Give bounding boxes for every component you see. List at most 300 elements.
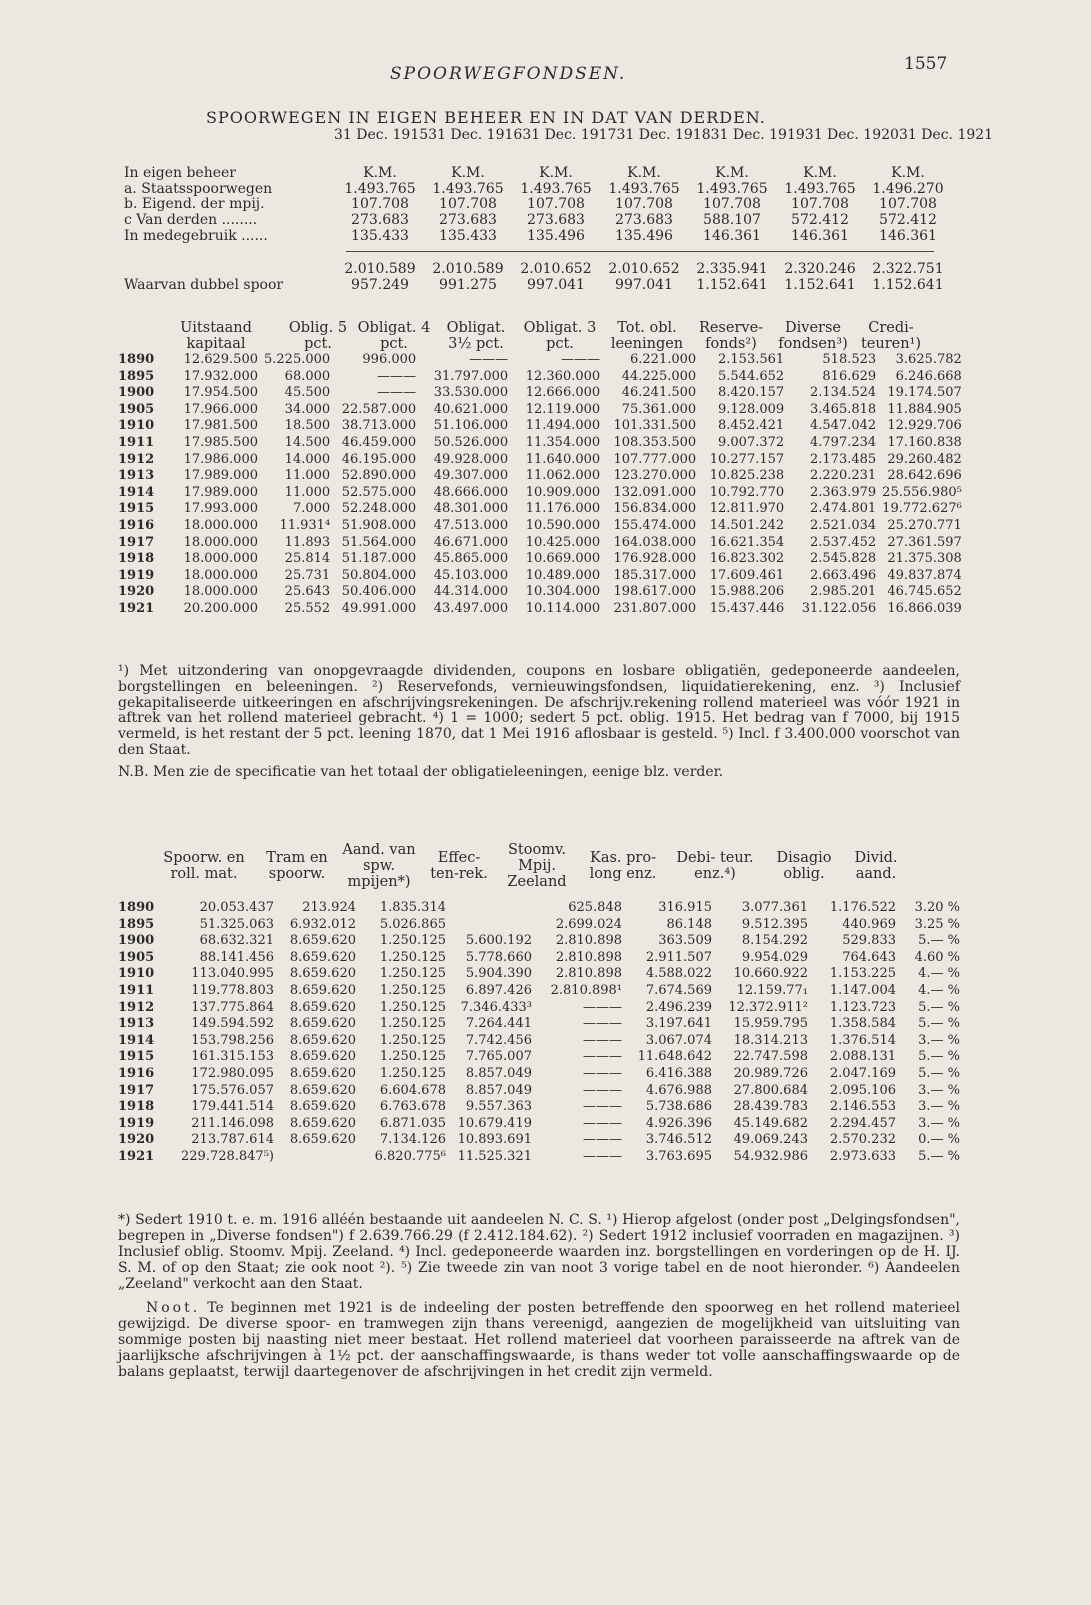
table-cell: 213.924	[302, 900, 356, 915]
table-cell: 2.570.232	[829, 1132, 896, 1148]
table-cell: 1.152.641	[784, 276, 856, 293]
table-cell: 3.197.641	[645, 1016, 712, 1032]
table-cell: 2.088.131	[829, 1049, 896, 1065]
table-cell: 10.304.000	[525, 584, 601, 600]
table-row	[118, 1066, 966, 1083]
table-cell: ———	[583, 1148, 622, 1164]
table-cell: b. Eigend. der mpij.	[124, 196, 265, 213]
table-cell: 231.807.000	[613, 600, 697, 616]
table-cell: 43.497.000	[433, 600, 509, 616]
table-cell: 518.523	[822, 352, 877, 367]
col-header: Spoorw. en roll. mat.	[163, 850, 245, 882]
sum-rule	[346, 251, 934, 252]
table-row	[118, 584, 968, 601]
noot-label: Noot.	[146, 1300, 201, 1316]
col-header: 31 Dec. 1920	[804, 127, 899, 143]
table-cell: 7.264.441	[465, 1016, 532, 1032]
table-row	[118, 1000, 966, 1017]
col-header: 31 Dec. 1917	[522, 127, 617, 143]
table-cell: 1913	[118, 1016, 155, 1032]
table-cell: 135.496	[527, 227, 585, 244]
table-cell: 107.708	[527, 196, 585, 213]
table-cell: 164.038.000	[613, 534, 697, 550]
table-cell: 107.708	[615, 196, 673, 213]
table-cell: 1895	[118, 916, 155, 932]
table-cell: 34.000	[284, 401, 331, 417]
table-cell: 273.683	[527, 212, 585, 229]
table-cell: 8.659.620	[289, 1115, 356, 1131]
table-cell: 113.040.995	[191, 966, 274, 982]
table-cell: 8.659.620	[289, 982, 356, 998]
table-cell: 135.433	[439, 227, 497, 244]
table-cell: 1.176.522	[829, 900, 896, 915]
table-cell: 1919	[118, 1115, 155, 1131]
table-cell: K.M.	[627, 165, 661, 181]
table-cell: 363.509	[658, 933, 712, 949]
table-cell: 10.660.922	[733, 966, 808, 982]
table-cell: 2.810.898¹	[550, 982, 622, 998]
table-cell: 50.406.000	[341, 584, 417, 600]
table-cell: 25.556.980⁵	[882, 484, 962, 500]
table-cell: 21.375.308	[887, 551, 962, 567]
table-cell: 8.659.620	[289, 1032, 356, 1048]
table-cell: 45.865.000	[433, 551, 509, 567]
table-cell: 6.246.668	[895, 368, 962, 384]
running-head: SPOORWEGFONDSEN.	[390, 64, 627, 84]
table-cell: c Van derden ........	[124, 212, 258, 229]
table-cell: ———	[583, 1082, 622, 1098]
table-cell: 10.590.000	[525, 517, 601, 533]
table-cell: 48.301.000	[433, 501, 509, 517]
table-cell: 179.441.514	[191, 1099, 274, 1115]
table-cell: 16.621.354	[709, 534, 785, 550]
table-cell: 49.991.000	[341, 600, 417, 616]
table-cell: 6.763.678	[379, 1099, 446, 1115]
table-cell: 1914	[118, 484, 155, 500]
notes2-block	[118, 1212, 960, 1380]
table-cell: 46.459.000	[341, 434, 417, 450]
table-cell: 8.659.620	[289, 1082, 356, 1098]
table-cell: 8.154.292	[741, 933, 808, 949]
table-cell: 185.317.000	[613, 567, 697, 583]
table-cell: 1913	[118, 468, 155, 484]
table-cell: 16.866.039	[887, 600, 962, 616]
table-row	[118, 402, 968, 419]
table-cell: 1900	[118, 933, 155, 949]
table-cell: ———	[583, 1065, 622, 1081]
table-cell: In medegebruik ......	[124, 227, 268, 244]
table-cell: 1.250.125	[379, 999, 446, 1015]
table-cell: 31.797.000	[433, 368, 509, 384]
table-cell: 18.000.000	[183, 534, 258, 550]
table-cell: 135.433	[351, 227, 409, 244]
table-cell: 4.926.396	[645, 1115, 712, 1131]
col-header: Tram en spoorw.	[266, 850, 328, 882]
nb-note: N.B. Men zie de specificatie van het totaal der obligatieleeningen, eenige blz. verder.	[118, 763, 724, 780]
table-cell: 9.557.363	[465, 1099, 532, 1115]
table-cell: 3.746.512	[645, 1132, 712, 1148]
table-cell: 1918	[118, 551, 155, 567]
table-cell: 86.148	[666, 916, 712, 932]
table-cell: 17.985.500	[183, 434, 258, 450]
table-cell: 17.989.000	[183, 484, 258, 500]
table-cell: 25.643	[284, 584, 331, 600]
table-cell: 3.20 %	[914, 900, 960, 915]
table-row	[118, 551, 968, 568]
table-cell: 997.041	[527, 276, 585, 293]
table-cell: 816.629	[822, 368, 877, 384]
table-cell: 273.683	[615, 212, 673, 229]
table-cell: 9.007.372	[718, 434, 785, 450]
table-cell: 764.643	[842, 949, 896, 965]
table-row	[124, 166, 950, 182]
table-cell: 5.778.660	[465, 949, 532, 965]
table-header-row	[124, 128, 993, 144]
col-header: Aand. van spw. mpijen*)	[342, 842, 416, 890]
table-cell: 11.648.642	[637, 1049, 712, 1065]
col-header: 31 Dec. 1921	[898, 127, 994, 143]
table-cell: ———	[377, 368, 417, 384]
table-cell: 1.250.125	[379, 1065, 446, 1081]
col-header: Uitstaand kapitaal	[180, 320, 252, 352]
table-cell: K.M.	[451, 165, 485, 181]
noot-paragraph	[118, 1300, 960, 1380]
table-cell: 9.512.395	[741, 916, 808, 932]
table-cell: 4.60 %	[914, 949, 960, 965]
table-cell: 68.000	[284, 368, 331, 384]
table-cell: 7.134.126	[379, 1132, 446, 1148]
table-cell: 11.062.000	[525, 468, 601, 484]
table-cell: 6.221.000	[630, 352, 697, 367]
table-row	[118, 601, 968, 618]
table-cell: 11.884.905	[887, 401, 962, 417]
table-row	[118, 1149, 966, 1166]
table-cell: 1.250.125	[379, 933, 446, 949]
table-cell: 273.683	[439, 212, 497, 229]
table-cell: 2.985.201	[810, 584, 877, 600]
table-cell: 10.425.000	[525, 534, 601, 550]
table-cell: 2.973.633	[829, 1148, 896, 1164]
table-cell: 88.141.456	[199, 949, 274, 965]
table-cell: 153.798.256	[191, 1032, 274, 1048]
table-cell: 25.814	[284, 551, 331, 567]
table-cell: 3.067.074	[645, 1032, 712, 1048]
table-cell: 2.663.496	[810, 567, 877, 583]
table-cell: 8.659.620	[289, 1049, 356, 1065]
table-cell: 2.699.024	[555, 916, 622, 932]
table-cell: 440.969	[842, 916, 896, 932]
table-cell: 1.250.125	[379, 1032, 446, 1048]
table-cell: 49.928.000	[433, 451, 509, 467]
table-row	[124, 229, 950, 245]
table-row	[118, 435, 968, 452]
table-row	[118, 1049, 966, 1066]
table-cell: 10.114.000	[525, 600, 601, 616]
finance-table	[118, 352, 968, 618]
table-cell: 211.146.098	[191, 1115, 274, 1131]
table-row	[118, 1132, 966, 1149]
table-cell: 5.600.192	[465, 933, 532, 949]
table-cell: 107.708	[351, 196, 409, 213]
table-cell: 119.778.803	[191, 982, 274, 998]
table-row	[118, 917, 966, 934]
col-header: Obligat. 4 pct.	[357, 320, 431, 352]
table-cell: 51.564.000	[341, 534, 417, 550]
table-cell: 5.— %	[918, 1049, 960, 1065]
table-cell: 12.629.500	[183, 352, 258, 367]
table-cell: ———	[583, 1099, 622, 1115]
col-header: Stoomv. Mpij. Zeeland	[507, 842, 567, 890]
table-cell: 155.474.000	[613, 517, 697, 533]
table-cell: 10.489.000	[525, 567, 601, 583]
table-cell: 10.669.000	[525, 551, 601, 567]
table-cell: 107.708	[439, 196, 497, 213]
table-cell: 1915	[118, 1049, 155, 1065]
assets-table	[118, 900, 966, 1166]
table-cell: 5.— %	[918, 1065, 960, 1081]
table-cell: 44.225.000	[621, 368, 697, 384]
table-cell: 4.— %	[918, 982, 960, 998]
table-row	[118, 568, 968, 585]
col-header: 31 Dec. 1919	[710, 127, 805, 143]
table-cell: 2.173.485	[810, 451, 877, 467]
table-cell: 5.— %	[918, 1148, 960, 1164]
table-cell: 10.277.157	[709, 451, 785, 467]
table-cell: 2.220.231	[810, 468, 877, 484]
table-cell: 1916	[118, 1065, 155, 1081]
table-cell: 5.904.390	[465, 966, 532, 982]
table-cell: ———	[583, 1132, 622, 1148]
table-cell: 1.358.584	[829, 1016, 896, 1032]
noot-text: Te beginnen met 1921 is de indeeling der posten betreffende den spoorweg en het rollend materieel gewijzigd. De diverse spoor- en tramwegen zijn thans vereenigd, aangezien de mogelijkheid van uitsluiting van sommige posten bij naasting niet meer bestaat. Het rollend materieel dat voorheen paraisseerde na aftrek van de jaarlijksche afschrijvingen à 1½ pct. der aanschaffingswaarde, is thans weder tot volle aanschaffingswaarde op de balans geplaatst, terwijl daartegenover de afschrijvingen in het credit zijn vermeld.	[118, 1300, 961, 1380]
table-cell: 18.500	[284, 418, 331, 434]
table-cell: 5.225.000	[264, 352, 331, 367]
railway-length-totals	[124, 262, 950, 293]
table-cell: 172.980.095	[191, 1065, 274, 1081]
table-row	[118, 535, 968, 552]
table-cell: 1.147.004	[829, 982, 896, 998]
col-header: 31 Dec. 1916	[428, 127, 523, 143]
table-cell: 149.594.592	[191, 1016, 274, 1032]
table-cell: 132.091.000	[613, 484, 697, 500]
table-cell: 1921	[118, 1148, 155, 1164]
page-number: 1557	[904, 54, 948, 74]
table-cell: 2.521.034	[810, 517, 877, 533]
table-row	[118, 1033, 966, 1050]
table-cell: 107.708	[879, 196, 937, 213]
table-cell: 14.500	[284, 434, 331, 450]
table-cell: ———	[469, 352, 509, 367]
table-cell: 0.— %	[918, 1132, 960, 1148]
table-cell: 8.659.620	[289, 949, 356, 965]
table-cell: 4.797.234	[810, 434, 877, 450]
table-cell: 2.047.169	[829, 1065, 896, 1081]
table-cell: 8.659.620	[289, 933, 356, 949]
table-row	[118, 485, 968, 502]
table-cell: 40.621.000	[433, 401, 509, 417]
table-cell: 11.525.321	[457, 1148, 532, 1164]
table-cell: 997.041	[615, 276, 673, 293]
table-cell: 3.— %	[918, 1099, 960, 1115]
table-cell: 17.932.000	[183, 368, 258, 384]
table-cell: 1920	[118, 1132, 155, 1148]
table-cell: 18.000.000	[183, 517, 258, 533]
finance-table-header	[150, 320, 926, 352]
table-cell: ———	[583, 999, 622, 1015]
table-cell: 19.174.507	[887, 385, 962, 401]
table-cell: 11.000	[284, 468, 331, 484]
table-cell: 1.493.765	[344, 180, 416, 197]
table-cell: 8.857.049	[465, 1065, 532, 1081]
col-header: Disagio oblig.	[776, 850, 832, 882]
col-header: 31 Dec. 1915	[334, 127, 429, 143]
table-row	[118, 950, 966, 967]
table-cell: 146.361	[791, 227, 849, 244]
table-cell: 5.— %	[918, 1016, 960, 1032]
table-row	[118, 933, 966, 950]
table-cell: 17.609.461	[709, 567, 785, 583]
table-cell: 12.929.706	[887, 418, 962, 434]
table-cell: 1.250.125	[379, 949, 446, 965]
table-cell: 50.804.000	[341, 567, 417, 583]
table-cell: 15.959.795	[733, 1016, 808, 1032]
table-cell: 8.857.049	[465, 1082, 532, 1098]
table-cell: 996.000	[362, 352, 417, 367]
table-cell: 20.053.437	[199, 900, 274, 915]
notes-block	[118, 664, 960, 781]
table-cell: 4.588.022	[645, 966, 712, 982]
table-cell: In eigen beheer	[124, 165, 236, 181]
table-cell: ———	[377, 385, 417, 401]
table-cell: 12.360.000	[525, 368, 601, 384]
table-cell: 1915	[118, 501, 155, 517]
table-row	[118, 1116, 966, 1133]
col-header: Debi- teur. enz.⁴)	[676, 850, 754, 882]
table-row	[118, 966, 966, 983]
table-cell: 8.659.620	[289, 1065, 356, 1081]
table-cell: 2.537.452	[810, 534, 877, 550]
table-cell: 176.928.000	[613, 551, 697, 567]
table-cell: 1917	[118, 1082, 155, 1098]
table-cell: 156.834.000	[613, 501, 697, 517]
table-cell: 1912	[118, 999, 155, 1015]
table-cell: 7.742.456	[465, 1032, 532, 1048]
table-cell: 2.911.507	[645, 949, 712, 965]
table-cell: 10.893.691	[457, 1132, 532, 1148]
table-cell: 123.270.000	[613, 468, 697, 484]
table-cell: 51.187.000	[341, 551, 417, 567]
table-cell: 1.496.270	[872, 180, 944, 197]
table-cell: 54.932.986	[733, 1148, 808, 1164]
table-cell: 22.587.000	[341, 401, 417, 417]
table-cell: 572.412	[879, 212, 937, 229]
table-cell: 16.823.302	[709, 551, 785, 567]
table-cell: 1914	[118, 1032, 155, 1048]
table-row	[118, 1083, 966, 1100]
table-cell: 108.353.500	[613, 434, 697, 450]
table-cell: 1.250.125	[379, 1016, 446, 1032]
table-cell: K.M.	[363, 165, 397, 181]
table-cell: 2.810.898	[555, 933, 622, 949]
table-cell: 52.890.000	[341, 468, 417, 484]
table-cell: 12.119.000	[525, 401, 601, 417]
table-row	[118, 369, 968, 386]
table-cell: 52.248.000	[341, 501, 417, 517]
table-cell: 14.501.242	[709, 517, 785, 533]
table-cell: 49.307.000	[433, 468, 509, 484]
table-cell: 1.493.765	[432, 180, 504, 197]
table-cell: 107.708	[703, 196, 761, 213]
table-cell: 7.346.433³	[460, 999, 532, 1015]
table-cell: 1918	[118, 1099, 155, 1115]
table-cell: 68.632.321	[199, 933, 274, 949]
table-row	[118, 452, 968, 469]
table-cell: 1.493.765	[520, 180, 592, 197]
table-cell: 7.674.569	[645, 982, 712, 998]
table-cell: 2.010.652	[520, 261, 592, 277]
table-cell: 11.000	[284, 484, 331, 500]
table-cell: 29.260.482	[887, 451, 962, 467]
table-cell: 161.315.153	[191, 1049, 274, 1065]
table-cell: 8.659.620	[289, 1016, 356, 1032]
table-cell: 1910	[118, 966, 155, 982]
table-cell: 107.777.000	[613, 451, 697, 467]
col-header: Obligat. 3 pct.	[523, 320, 597, 352]
table-cell: ———	[583, 1016, 622, 1032]
table-cell: 3.— %	[918, 1032, 960, 1048]
table-cell: 51.325.063	[199, 916, 274, 932]
table-cell: 11.640.000	[525, 451, 601, 467]
table-cell: 1912	[118, 451, 155, 467]
table-cell: 4.— %	[918, 966, 960, 982]
table-cell: 9.128.009	[718, 401, 785, 417]
table-cell: 25.552	[284, 600, 331, 616]
table-cell: 2.474.801	[810, 501, 877, 517]
table-cell: 572.412	[791, 212, 849, 229]
table-cell: 2.294.457	[829, 1115, 896, 1131]
table-cell: 1911	[118, 434, 155, 450]
table-row	[124, 182, 950, 198]
table-cell: 28.439.783	[733, 1099, 808, 1115]
table-cell: 991.275	[439, 276, 497, 293]
table-cell: 625.848	[568, 900, 622, 915]
table-cell: 1911	[118, 982, 155, 998]
table-cell: 2.496.239	[645, 999, 712, 1015]
col-header: Obligat. 3½ pct.	[446, 320, 506, 352]
table-row	[118, 352, 968, 369]
table-cell: 3.465.818	[810, 401, 877, 417]
col-header: Effec- ten-rek.	[430, 850, 488, 882]
table-cell: 8.659.620	[289, 999, 356, 1015]
table-cell: 1.493.765	[784, 180, 856, 197]
table-cell: 15.988.206	[709, 584, 785, 600]
table-cell	[124, 262, 334, 278]
table-cell: 5.544.652	[718, 368, 785, 384]
table-cell: 6.897.426	[465, 982, 532, 998]
table-cell: 25.731	[284, 567, 331, 583]
table-cell: ———	[583, 1032, 622, 1048]
table-cell: 10.792.770	[709, 484, 785, 500]
table-cell: 48.666.000	[433, 484, 509, 500]
table-cell: 45.500	[284, 385, 331, 401]
table-cell: 11.176.000	[525, 501, 601, 517]
table-cell: 11.893	[284, 534, 331, 550]
table-cell: 44.314.000	[433, 584, 509, 600]
table-cell: 20.200.000	[183, 600, 258, 616]
table-cell: 2.545.828	[810, 551, 877, 567]
table-row	[118, 385, 968, 402]
table-cell: 1.152.641	[696, 276, 768, 293]
